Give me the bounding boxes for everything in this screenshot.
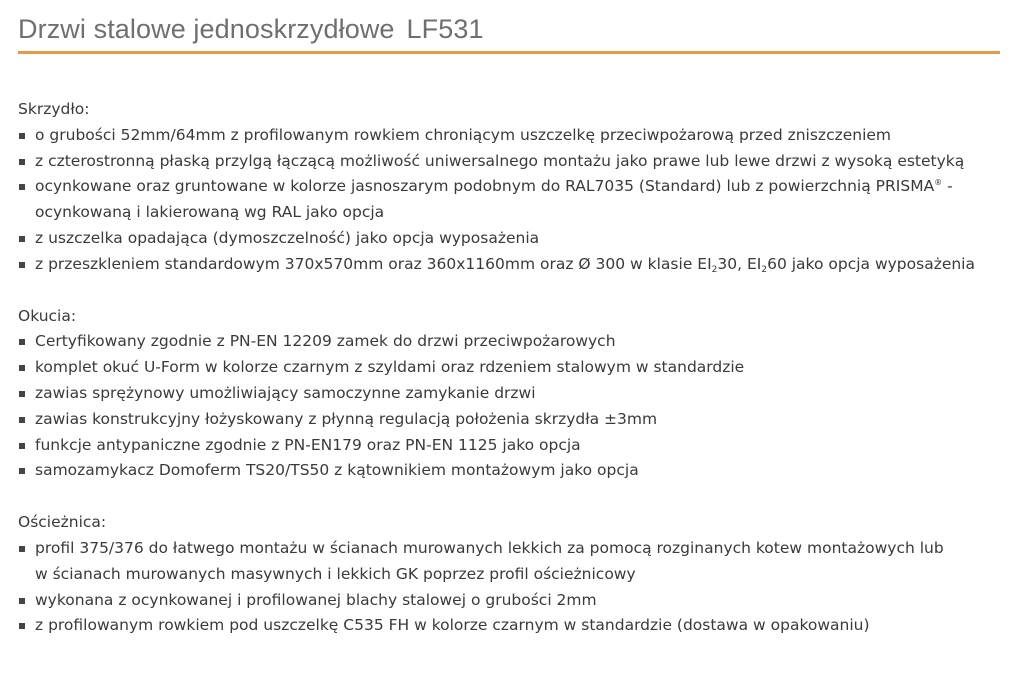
subscript: 2: [711, 264, 718, 275]
list-item: [18, 252, 1023, 278]
section-oscieznica: [18, 510, 1023, 639]
item-text: o grubości 52mm/64mm z profilowanym rowkiem chroniącym uszczelkę przeciwpożarową przed zniszczeniem: [35, 125, 892, 144]
spec-content: [18, 97, 1023, 665]
list-item: [18, 174, 1023, 226]
list-item: [18, 407, 1023, 433]
item-text: zawias konstrukcyjny łożyskowany z płynną regulacją położenia skrzydła ±3mm: [35, 409, 658, 428]
item-text: komplet okuć U-Form w kolorze czarnym z szyldami oraz rdzeniem stalowym w standardzie: [35, 358, 745, 377]
item-text: z czterostronną płaską przylgą łączącą możliwość uniwersalnego montażu jako prawe lub lewe drzwi z wysoką estetyką: [35, 151, 965, 170]
item-text: z profilowanym rowkiem pod uszczelkę C535 FH w kolorze czarnym w standardzie (dostawa w opakowaniu): [35, 616, 870, 635]
subscript: 2: [761, 264, 768, 275]
spec-list: [18, 536, 1023, 639]
item-text-line: ocynkowane oraz gruntowane w kolorze jasnoszarym podobnym do RAL7035 (Standard) lub z powierzchnią PRISMA® -: [35, 177, 953, 196]
item-text: samozamykacz Domoferm TS20/TS50 z kątownikiem montażowym jako opcja: [35, 461, 639, 480]
item-text-line: profil 375/376 do łatwego montażu w ścianach murowanych lekkich za pomocą rozginanych kotew montażowych lub: [35, 538, 944, 557]
square-bullet-icon: [19, 443, 25, 449]
square-bullet-icon: [19, 598, 25, 604]
list-item: [18, 149, 1023, 175]
registered-mark: ®: [934, 178, 943, 188]
section-heading: Okucia:: [18, 306, 77, 325]
item-text: Certyfikowany zgodnie z PN-EN 12209 zamek do drzwi przeciwpożarowych: [35, 332, 616, 351]
square-bullet-icon: [19, 262, 25, 268]
section-heading: Ościeżnica:: [18, 513, 107, 532]
spec-list: [18, 329, 1023, 484]
list-item: [18, 123, 1023, 149]
square-bullet-icon: [19, 365, 25, 371]
square-bullet-icon: [19, 546, 25, 552]
square-bullet-icon: [19, 391, 25, 397]
list-item: [18, 226, 1023, 252]
square-bullet-icon: [19, 133, 25, 139]
list-item: [18, 536, 1023, 588]
square-bullet-icon: [19, 417, 25, 423]
list-item: [18, 458, 1023, 484]
item-text: wykonana z ocynkowanej i profilowanej blachy stalowej o grubości 2mm: [35, 590, 597, 609]
item-text-part: z przeszkleniem standardowym 370x570mm oraz 360x1160mm oraz Ø 300 w klasie EI: [35, 254, 712, 273]
page-title: [18, 14, 484, 45]
section-heading: Skrzydło:: [18, 100, 90, 118]
list-item: [18, 355, 1023, 381]
square-bullet-icon: [19, 623, 25, 629]
square-bullet-icon: [19, 236, 25, 242]
square-bullet-icon: [19, 339, 25, 345]
item-text-part: 30, EI: [717, 254, 762, 273]
list-item: [18, 613, 1023, 639]
list-item: [18, 329, 1023, 355]
spec-list: [18, 123, 1023, 278]
list-item: [18, 381, 1023, 407]
item-text: funkcje antypaniczne zgodnie z PN-EN179 oraz PN-EN 1125 jako opcja: [35, 435, 581, 454]
square-bullet-icon: [19, 184, 25, 190]
section-skrzydlo: [18, 97, 1023, 278]
item-text: zawias sprężynowy umożliwiający samoczynne zamykanie drzwi: [35, 383, 536, 402]
list-item: [18, 433, 1023, 459]
section-okucia: [18, 304, 1023, 485]
list-item: [18, 588, 1023, 614]
item-text-line: w ścianach murowanych masywnych i lekkich GK poprzez profil ościeżnicowy: [35, 564, 636, 583]
item-text: z uszczelka opadająca (dymoszczelność) jako opcja wyposażenia: [35, 228, 540, 247]
item-text-line: ocynkowaną i lakierowaną wg RAL jako opcja: [35, 203, 385, 222]
title-divider: [18, 51, 1000, 54]
title-text: Drzwi stalowe jednoskrzydłowe: [18, 14, 395, 44]
square-bullet-icon: [19, 468, 25, 474]
model-code: LF531: [406, 14, 484, 44]
item-text-part: 60 jako opcja wyposażenia: [767, 254, 975, 273]
square-bullet-icon: [19, 159, 25, 165]
